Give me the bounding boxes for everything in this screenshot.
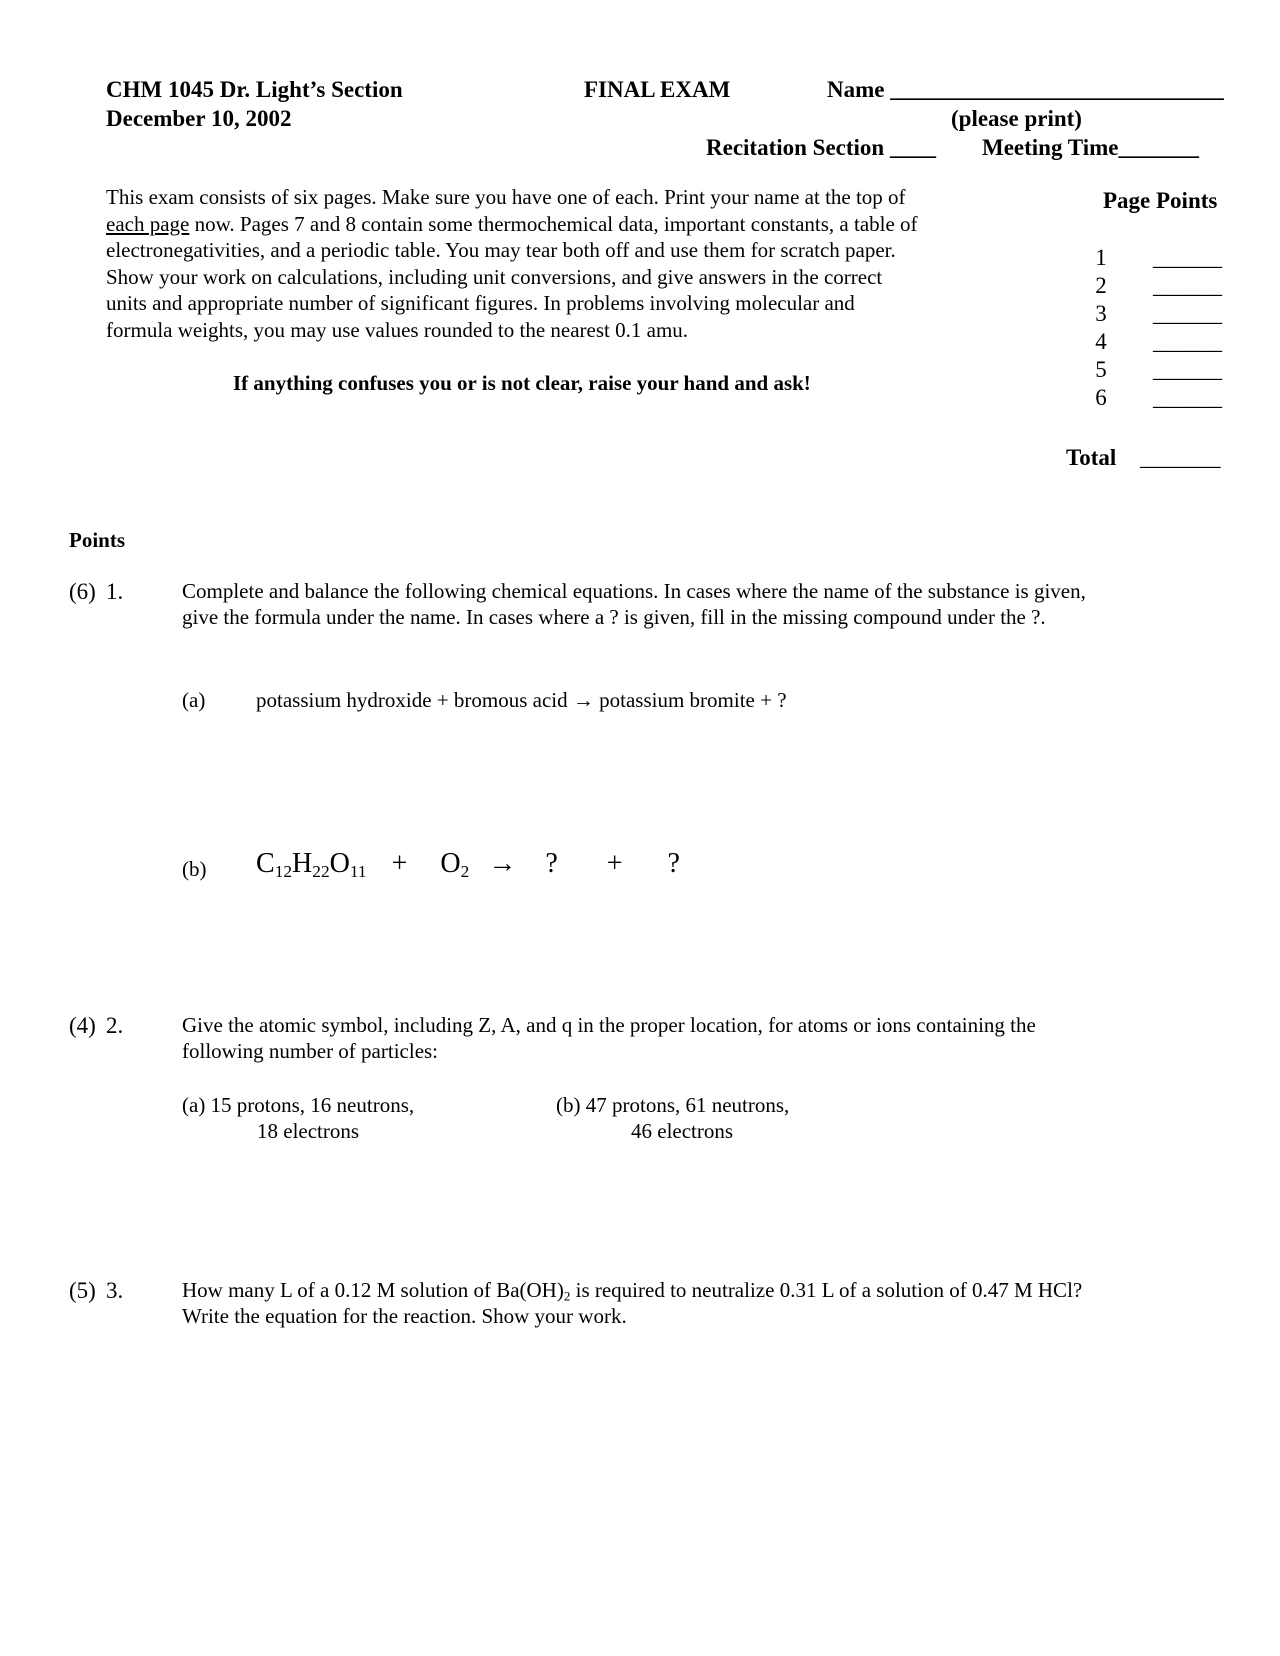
name-label: Name [827,77,885,102]
question-3-number: 3. [106,1278,124,1303]
page-number: 3 [1095,301,1107,326]
reaction-arrow: → [488,848,517,879]
page-number: 5 [1095,357,1107,382]
page-points-blank[interactable]: ______ [1153,301,1222,326]
unknown-product: ? [545,848,558,879]
question-line: (b) 47 protons, 61 neutrons, [556,1093,790,1117]
exam-title: FINAL EXAM [584,77,731,102]
recitation-field[interactable] [706,134,936,161]
page-points-title: Page Points [1103,188,1218,213]
unknown-product: ? [667,848,680,879]
question-line: Write the equation for the reaction. Show your work. [182,1304,627,1328]
instructions-line: units and appropriate number of significant figures. In problems involving molecular and [106,291,855,315]
page-points-blank[interactable]: ______ [1153,385,1222,410]
page-points-blank[interactable]: ______ [1153,329,1222,354]
question-line: (a) 15 protons, 16 neutrons, [182,1093,415,1117]
question-1-number: 1. [106,579,124,604]
page-number: 2 [1095,273,1107,298]
page-number: 1 [1095,245,1107,270]
ask-emphasis: If anything confuses you or is not clear, raise your hand and ask! [233,371,811,395]
question-line: 46 electrons [631,1119,734,1143]
page-points-blank[interactable]: ______ [1153,357,1222,382]
oxygen-formula: $O_2$ [440,848,470,881]
question-2-text [182,1012,1036,1064]
recitation-blank[interactable]: ____ [889,135,936,160]
page-points-blank[interactable]: ______ [1153,245,1222,270]
course-title: CHM 1045 Dr. Light’s Section [106,77,403,102]
meeting-time-field[interactable] [982,134,1199,161]
question-1-points: (6) [69,579,96,604]
instructions-line [106,211,918,238]
question-line: following number of particles: [182,1039,439,1063]
question-3-text [182,1277,1082,1329]
instructions-line-rest: now. Pages 7 and 8 contain some thermochemical data, important constants, a table of [189,211,918,236]
question-line: How many L of a 0.12 M solution of $Ba(OH)_2$ is required to neutralize 0.31 L of a solution of 0.47 M HCl? [182,1278,1083,1304]
question-1b-label: (b) [182,857,207,881]
plus-sign: + [606,848,623,879]
question-line: give the formula under the name. In cases where a ? is given, fill in the missing compound under the ?. [182,605,1046,629]
question-2-points: (4) [69,1013,96,1038]
instructions-line: This exam consists of six pages. Make sure you have one of each. Print your name at the top of [106,185,906,209]
total-label: Total [1066,445,1117,470]
sucrose-formula: $C_{12}H_{22}O_{11}$ [256,848,367,881]
instructions-line: formula weights, you may use values rounded to the nearest 0.1 amu. [106,317,689,342]
meeting-time-blank[interactable]: _______ [1118,135,1199,160]
question-1b-equation [256,848,680,880]
meeting-time-label: Meeting Time [982,135,1119,160]
recitation-label: Recitation Section [706,135,885,160]
question-line: 18 electrons [257,1119,360,1143]
instructions-line: electronegativities, and a periodic table. You may tear both off and use them for scratch paper. [106,238,896,262]
name-blank[interactable]: _____________________________ [890,77,1224,102]
instructions-line: Show your work on calculations, including unit conversions, and give answers in the correct [106,264,883,289]
question-line: Give the atomic symbol, including Z, A, and q in the proper location, for atoms or ions containing the [182,1013,1036,1037]
question-1a-label: (a) [182,688,206,712]
name-field[interactable] [827,76,1224,103]
instructions [106,184,918,343]
question-1a-equation: potassium hydroxide + bromous acid → potassium bromite + ? [256,688,787,712]
question-line: Complete and balance the following chemical equations. In cases where the name of the substance is given, [182,579,1086,603]
total-blank[interactable]: _______ [1140,445,1221,470]
exam-date: December 10, 2002 [106,106,292,131]
points-heading: Points [69,528,126,552]
plus-sign: + [391,848,408,879]
question-2b [556,1092,789,1144]
question-2a [182,1092,414,1144]
page-points-blank[interactable]: ______ [1153,273,1222,298]
question-3-points: (5) [69,1278,96,1303]
page-number: 4 [1095,329,1107,354]
question-2-number: 2. [106,1013,124,1038]
each-page-underlined: each page [106,211,190,236]
please-print-note: (please print) [951,106,1082,131]
question-1-text [182,578,1086,630]
page-number: 6 [1095,385,1107,410]
